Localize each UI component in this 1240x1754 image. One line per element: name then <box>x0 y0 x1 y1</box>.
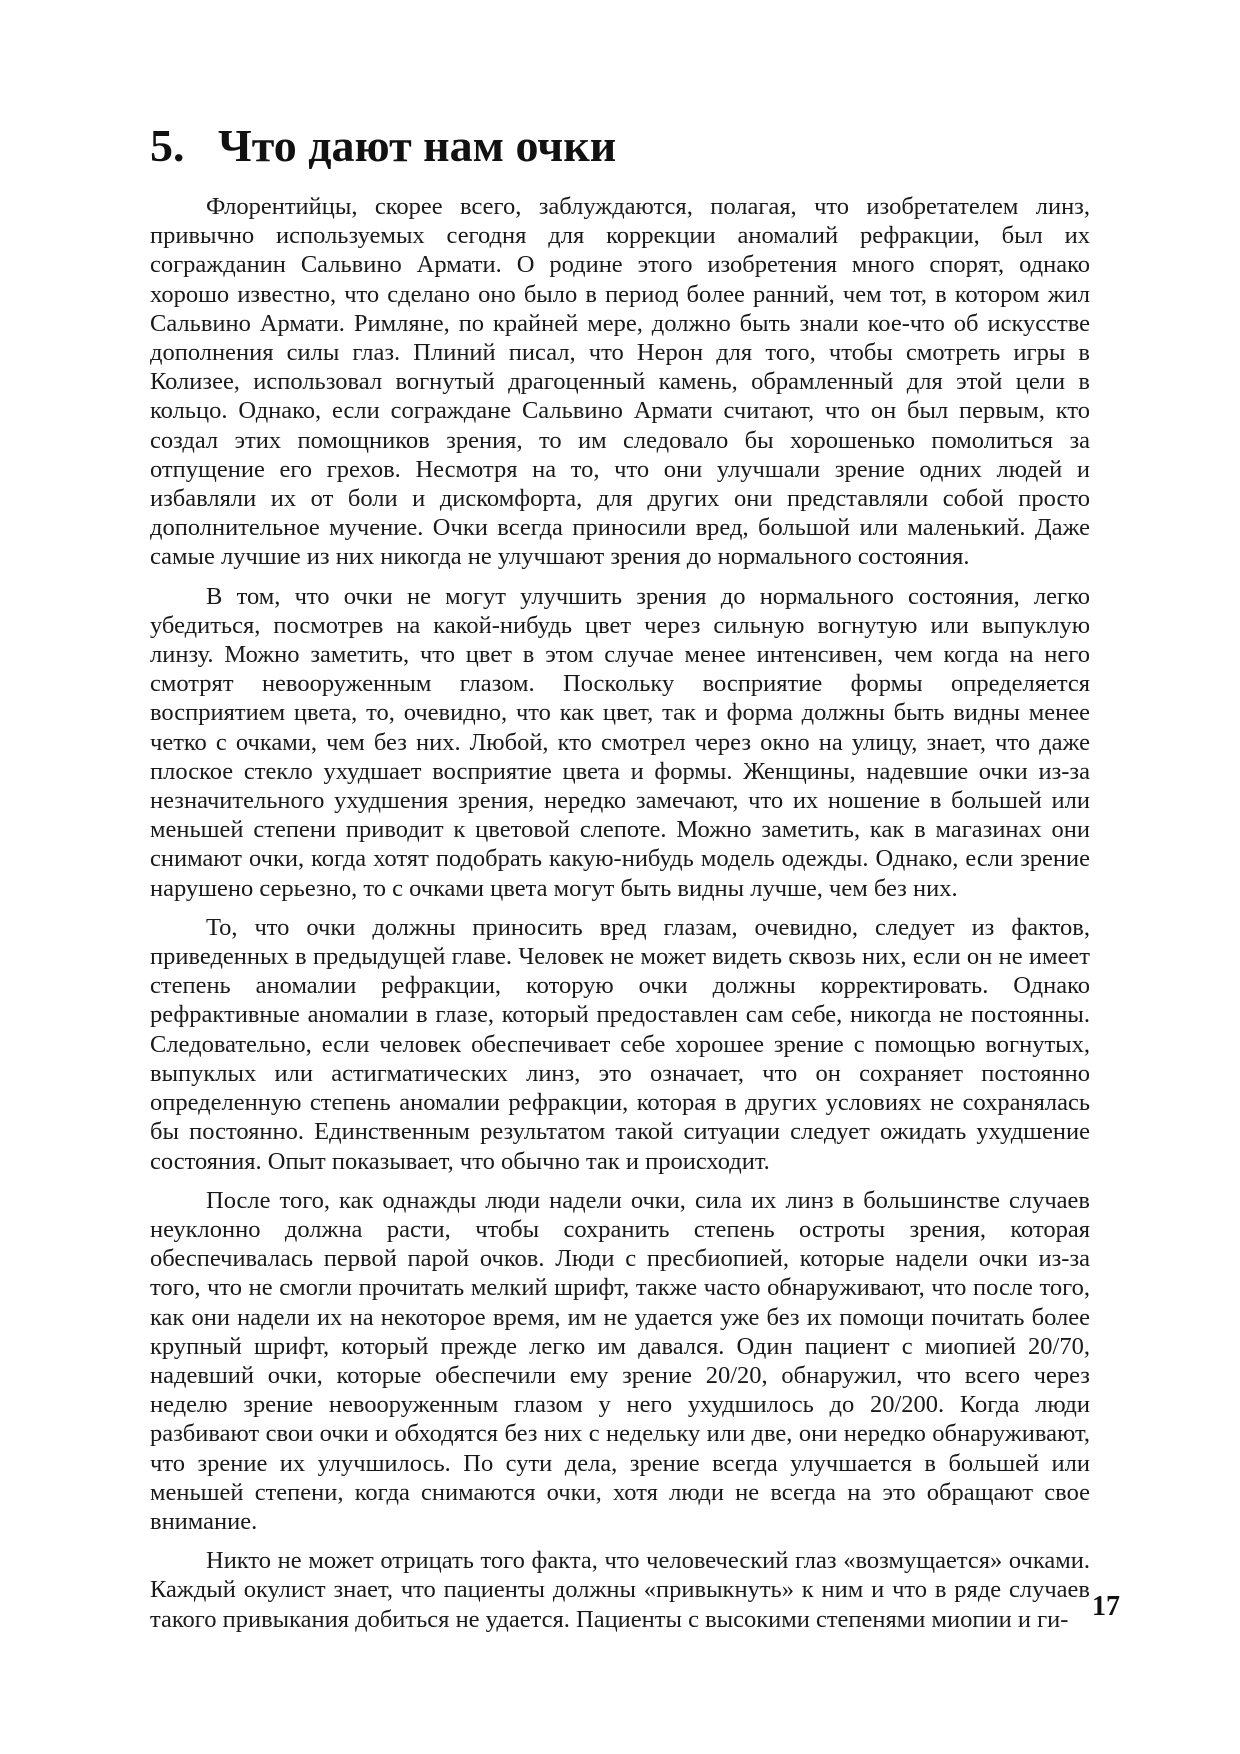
paragraph-5: Никто не может отрицать того факта, что человеческий глаз «возмущается» очками. Каждый окулист знает, что пациенты должны «привыкнуть» к ним и что в ряде случаев такого привыкания добиться не удается. Пациенты с высокими степенями миопии и ги- <box>150 1547 1090 1633</box>
paragraph-2: В том, что очки не могут улучшить зрения до нормального состояния, легко убедиться, посмотрев на какой-нибудь цвет через сильную вогнутую или выпуклую линзу. Можно заметить, что цвет в этом случае менее интенсивен, чем когда на него смотрят невооруженным глазом. Поскольку восприятие формы определяется восприятием цвета, то, очевидно, что как цвет, так и форма должны быть видны менее четко с очками, чем без них. Любой, кто смотрел через окно на улицу, знает, что даже плоское стекло ухудшает восприятие цвета и формы. Женщины, надевшие очки из-за незначительного ухудшения зрения, нередко замечают, что их ношение в большей или меньшей степени приводит к цветовой слепоте. Можно заметить, как в магазинах они снимают очки, когда хотят подобрать какую-нибудь модель одежды. Однако, если зрение нарушено серьезно, то с очками цвета могут быть видны лучше, чем без них. <box>150 582 1090 902</box>
page-number: 17 <box>1092 1591 1120 1622</box>
body-text <box>150 192 1090 1644</box>
paragraph-3: То, что очки должны приносить вред глазам, очевидно, следует из фактов, приведенных в предыдущей главе. Человек не может видеть сквозь них, если он не имеет степень аномалии рефракции, которую очки должны корректировать. Однако рефрактивные аномалии в глазе, который предоставлен сам себе, никогда не постоянны. Следовательно, если человек обеспечивает себе хорошее зрение с помощью вогнутых, выпуклых или астигматических линз, это означает, что он сохраняет постоянно определенную степень аномалии рефракции, которая в других условиях не сохранялась бы постоянно. Единственным результатом такой ситуации следует ожидать ухудшение состояния. Опыт показывает, что обычно так и происходит. <box>150 913 1090 1175</box>
paragraph-4: После того, как однажды люди надели очки, сила их линз в большинстве случаев неуклонно должна расти, чтобы сохранить степень остроты зрения, которая обеспечивалась первой парой очков. Люди с пресбиопией, которые надели очки из-за того, что не смогли прочитать мелкий шрифт, также часто обнаруживают, что после того, как они надели их на некоторое время, им не удается уже без их помощи почитать более крупный шрифт, который прежде легко им давался. Один пациент с миопией 20/70, надевший очки, которые обеспечили ему зрение 20/20, обнаружил, что всего через неделю зрение невооруженным глазом у него ухудшилось до 20/200. Когда люди разбивают свои очки и обходятся без них с недельку или две, они нередко обнаруживают, что зрение их улучшилось. По сути дела, зрение всегда улучшается в большей или меньшей степени, когда снимаются очки, хотя люди не всегда на это обращают свое внимание. <box>150 1186 1090 1535</box>
paragraph-1: Флорентийцы, скорее всего, заблуждаются, полагая, что изобретателем линз, привычно используемых сегодня для коррекции аномалий рефракции, был их согражданин Сальвино Армати. О родине этого изобретения много спорят, однако хорошо известно, что сделано оно было в период более ранний, чем тот, в котором жил Сальвино Армати. Римляне, по крайней мере, должно быть знали кое-что об искусстве дополнения силы глаз. Плиний писал, что Нерон для того, чтобы смотреть игры в Колизее, использовал вогнутый драгоценный камень, обрамленный для этой цели в кольцо. Однако, если сограждане Сальвино Армати считают, что он был первым, кто создал этих помощников зрения, то им следовало бы хорошенько помолиться за отпущение его грехов. Несмотря на то, что они улучшали зрение одних людей и избавляли их от боли и дискомфорта, для других они представляли собой просто дополнительное мучение. Очки всегда приносили вред, большой или маленький. Даже самые лучшие из них никогда не улучшают зрения до нормального состояния. <box>150 193 1090 571</box>
chapter-heading <box>150 118 616 174</box>
chapter-title: Что дают нам очки <box>218 120 617 171</box>
chapter-number: 5. <box>150 120 185 171</box>
